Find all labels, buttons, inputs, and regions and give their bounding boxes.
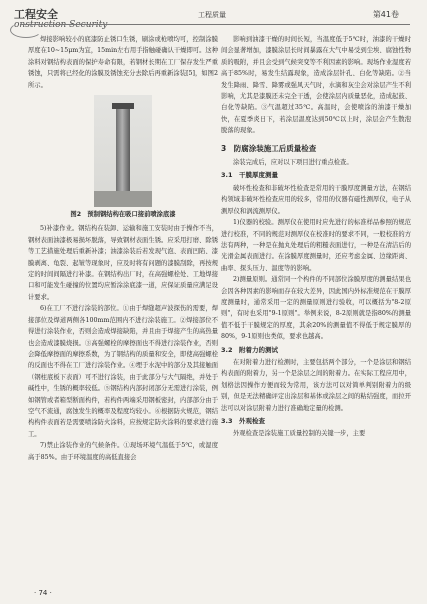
- paragraph: 影响到油漆干燥的时间长短，当温度低于5℃时，油漆的干燥时间会显著增加，漆膜涂层长时间暴露在大气中易受到尘埃、腐蚀性物质的吸附，并且会受到气候突变等不利因素的影响。现场作业湿度若高于85%时，易发生结露现象，造成涂层针孔、白化等缺陷。②当发生降雨、降雪、降雾或强风天气时，水滴和灰尘会对涂层产生不利影响，尤其是漆膜还未完全干透，会使涂层内质量恶化，造成起鼓、白化等缺陷。③气温超过35℃。高温时，会使喷涂的油漆干燥加快，在夏季炎日下，若涂层温度达到50℃以上时，涂层会产生散泡脱落的现象。: [221, 36, 411, 135]
- section-heading: 3 防腐涂装施工后质量检查: [221, 143, 317, 153]
- journal-name-en: onstruction Security: [14, 20, 108, 30]
- right-column: [221, 34, 411, 440]
- chimney-photo: [94, 95, 152, 207]
- paragraph: 在对附着力进行检测时，主要包括两个部分，一个是涂层和钢结构表面的附着力，另一个是涂层之间的附着力。在实际工程应用中，划格法因操作方便而较为常用，该方法可以对简单判别附着力的级别，但是无法精确评定出涂层和基体或涂层之间的粘结强度，而拉开法可以对涂层附着力进行准确地定量的检测。: [221, 358, 411, 412]
- left-column: [28, 34, 218, 463]
- paragraph: 破坏性检查和非破坏性检查是常用的干膜厚度测量方法，在钢结构领域非破坏性检查应用的较多，常用的仪器有磁性测厚仪，电子从测厚仪和涡流测厚仪。: [221, 184, 411, 215]
- subsection-heading: 3.3 外观检查: [221, 417, 266, 425]
- paragraph: 5)补漆作业。钢结构在装卸、运输和施工安装时由于操作不当，钢材表面油漆极易损坏脱落，导致钢材表面生锈。应采用打磨、除锈等工艺措施处理后重新补漆；油漆涂装后若发现气泡、表面凹陷、漆膜剥离、龟裂、起皱等现象时，应及时将有问题的漆膜刮除，再按规定的时间间隔进行补漆。在钢结构出厂时，在高强螺栓处、工地焊接口和可能发生碰撞的位置均应暂涂涂底漆一道，应保证质量应满足设计要求。: [28, 225, 218, 301]
- paragraph: 1)仪器的校验。测厚仪在使用时应先进行的标准样品参照的规范进行校准，不同的规范对测厚仪在校准时的要求不同，一般校准的方法有两种，一种是在抛丸处理后的粗糙表面进行，一种是在清洁后的光滑金属表面进行。在涂膜厚度测量时，还应考虑金属、边缘距离、曲率、探头压力、温度等的影响。: [221, 219, 411, 272]
- page-number: · 74 ·: [34, 589, 52, 597]
- subsection-heading: 3.1 干膜厚度测量: [221, 171, 279, 180]
- paragraph: 2)测量原则。通常同一个构件的不同部位涂膜厚度的测量结果也会因各种因素的影响而存在较大差异，因此国内外标准规范在干膜厚度测量时，通常采用一定的测量原则进行验收，可以概括为"8-2原则"，有时也采用"9-1原则"。举例来说，8-2原则就是指80%的测量值不低于干膜规定的厚度，其余20%的测量值不得低于规定膜厚的80%，9-1原则也类似，要求也越高。: [221, 276, 411, 341]
- section-title: 工程质量: [198, 11, 226, 19]
- paragraph: 7)禁止涂装作业的气候条件。①现场环境气温低于5℃，或湿度高于85%。由于环境温度的高低直接会: [28, 442, 218, 461]
- paragraph: 6)在工厂不进行涂装的部位。①由于焊缝超声波探伤的需要，焊接部位及焊道两侧各100mm范围内不进行涂装施工。②焊接部位不得进行涂装作业，否则会造成焊接缺陷，并且由于焊接产生的高热量也会造成漆膜烧损。③高强螺栓的摩擦面也不得进行涂装作业，否则会降低摩擦面的摩擦系数，为了钢结构的质量和安全，即使高强螺栓的反面也不得在工厂进行涂装作业。④埋于水泥中的部分及其接触面（钢柱底板下表面）可不进行涂装，由于此部分与大气隔绝，并处于碱性中，生锈的概率较低。⑤钢结构内部封闭部分无需进行涂装，例如钢管或者箱型断面构件，若构件两端采用钢板密封，内部部分由于空气不流通，腐蚀发生的概率及程度均较小。⑥根据防火规范，钢结构构件表面若是需要喷涂防火涂料，应按规定防火涂料的要求进行施工。: [28, 305, 218, 438]
- paragraph: 外观检查是涂装施工质量控制的关键一步，主要: [233, 430, 366, 438]
- journal-name-cn: 工程安全: [14, 8, 58, 21]
- paragraph: 涂装完成后，应对以下项目进行重点检查。: [233, 159, 353, 167]
- journal-logo: [14, 6, 114, 34]
- paragraph: 焊接影响较小的底漆防止锈口生锈，刷涂或枪喷均可，控制涂膜厚度在10~15μm为宜，15min左右用手指触碰确认干燥即可。这种涂料对钢结构表面的保护寿命有限，若钢材长期在工厂保存发生严重锈蚀，只需将已经化的涂膜及锈蚀充分去除后再重新涂装[5]，如图2所示。: [28, 36, 218, 89]
- volume-label: 第41卷: [372, 10, 399, 19]
- header-divider: [20, 24, 410, 25]
- subsection-heading: 3.2 附着力的测试: [221, 345, 279, 354]
- figure-caption: 图2 预制钢结构在吸口接前喷涂底漆: [70, 211, 176, 219]
